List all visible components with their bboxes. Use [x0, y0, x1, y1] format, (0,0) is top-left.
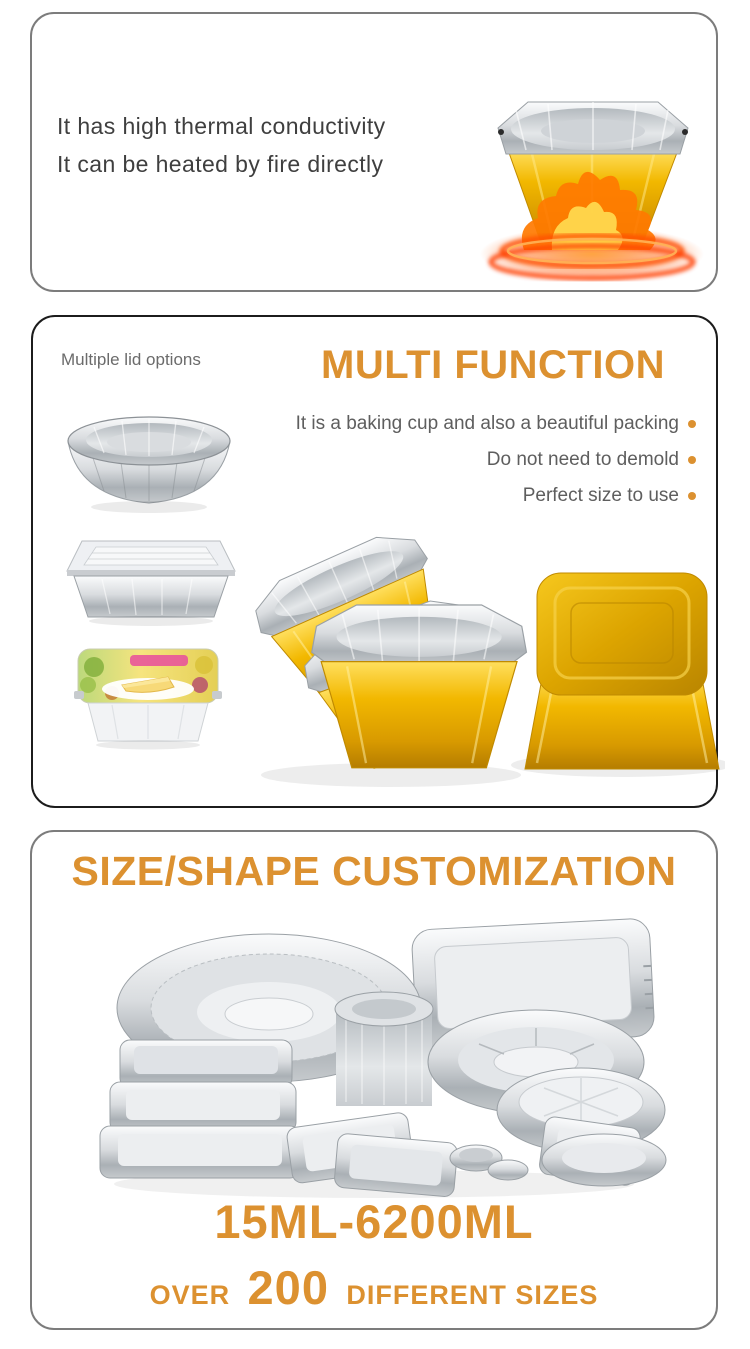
- thermal-section-card: [30, 12, 718, 292]
- multi-function-title: MULTI FUNCTION: [321, 343, 665, 387]
- over-suffix: DIFFERENT SIZES: [346, 1280, 599, 1310]
- thermal-text: [57, 107, 386, 183]
- bullet-text: It is a baking cup and also a beautiful packing: [295, 413, 679, 434]
- over-sizes-line: [32, 1260, 716, 1315]
- size-customization-section-card: [30, 830, 718, 1330]
- over-prefix: OVER: [149, 1280, 231, 1310]
- size-customization-title: SIZE/SHAPE CUSTOMIZATION: [71, 848, 677, 894]
- thermal-line1: It has high thermal conductivity: [57, 113, 386, 139]
- bullet-text: Do not need to demold: [486, 449, 679, 470]
- gold-foil-cups-image: [241, 445, 725, 803]
- multi-function-section-card: [31, 315, 718, 808]
- thermal-line2: It can be heated by fire directly: [57, 151, 384, 177]
- round-foil-bowl-image: [60, 399, 238, 515]
- feature-bullet: [296, 413, 696, 435]
- gold-container-fire-image: [468, 58, 716, 286]
- over-number: 200: [247, 1261, 329, 1314]
- orange-dot-icon: [688, 420, 696, 428]
- size-range-text: 15ML-6200ML: [214, 1195, 534, 1248]
- multiple-lid-options-label: Multiple lid options: [61, 350, 201, 369]
- rect-foil-container-image: [62, 521, 240, 627]
- bullet-text: Perfect size to use: [522, 485, 679, 506]
- printed-lid-container-image: [72, 641, 224, 751]
- assorted-foil-containers-image: [84, 912, 668, 1202]
